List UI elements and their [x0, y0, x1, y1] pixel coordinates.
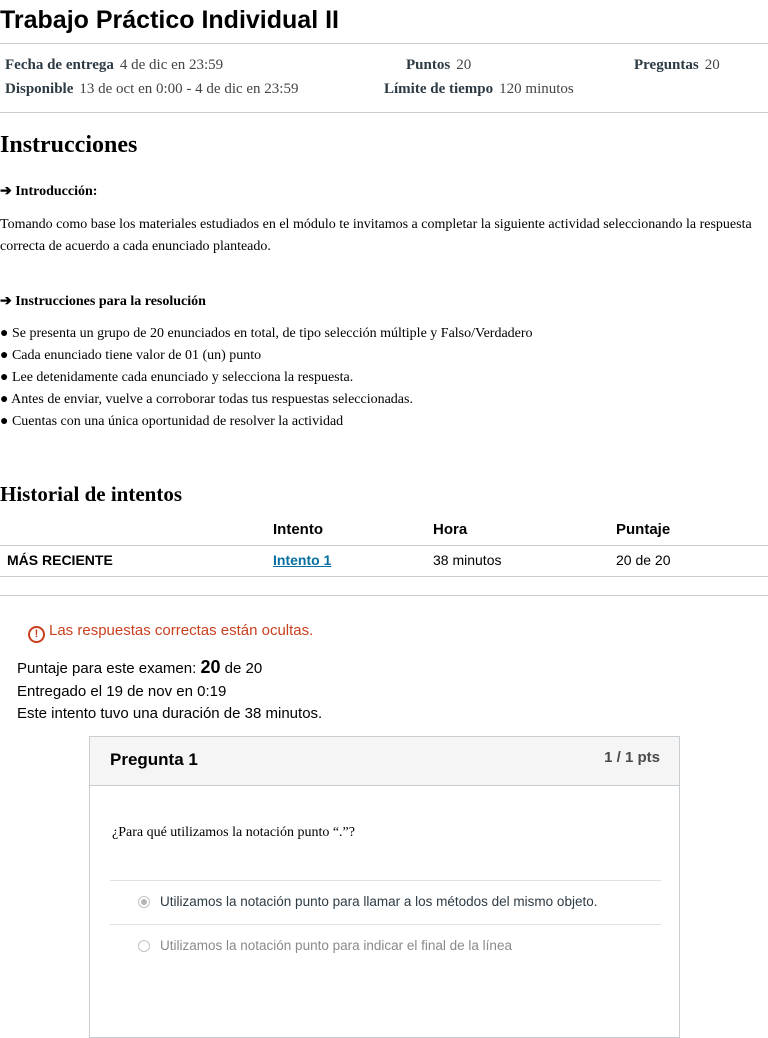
history-heading: Historial de intentos	[0, 482, 182, 506]
list-item: ● Cada enunciado tiene valor de 01 (un) punto	[0, 348, 262, 363]
questions-value: 20	[704, 57, 720, 73]
points	[406, 57, 471, 74]
availability-value: 13 de oct en 0:00 - 4 de dic en 23:59	[79, 81, 299, 97]
question-card	[89, 736, 680, 1038]
list-item: ● Antes de enviar, vuelve a corroborar todas tus respuestas seleccionadas.	[0, 392, 413, 407]
answer-text: Utilizamos la notación punto para indicar el final de la línea	[160, 938, 512, 953]
attempt-duration: Este intento tuvo una duración de 38 minutos.	[17, 705, 323, 722]
radio-unselected-icon[interactable]	[138, 940, 150, 952]
time-limit-value: 120 minutos	[499, 81, 574, 97]
list-item: ● Se presenta un grupo de 20 enunciados en total, de tipo selección múltiple y Falso/Verdadero	[0, 326, 533, 341]
time-limit	[384, 81, 574, 98]
exclamation-circle-icon: !	[28, 626, 45, 643]
question-header	[90, 737, 679, 786]
submitted-date: Entregado el 19 de nov en 0:19	[17, 683, 227, 700]
score-label: Puntaje para este examen:	[17, 660, 197, 677]
hidden-answers-alert	[28, 622, 313, 643]
question-text: ¿Para qué utilizamos la notación punto “.”?	[112, 825, 355, 840]
column-header-attempt: Intento	[273, 521, 323, 538]
due-date	[5, 57, 223, 74]
column-header-time: Hora	[433, 521, 468, 538]
points-value: 20	[456, 57, 472, 73]
instructions-heading: Instrucciones	[0, 132, 138, 158]
answer-text: Utilizamos la notación punto para llamar a los métodos del mismo objeto.	[160, 894, 598, 909]
questions-label: Preguntas	[634, 57, 699, 73]
attempt-time: 38 minutos	[433, 552, 502, 568]
table-header	[0, 517, 768, 546]
quiz-details	[0, 43, 768, 113]
attempt-score: 20 de 20	[616, 552, 671, 568]
points-label: Puntos	[406, 57, 451, 73]
attempt-1-link[interactable]: Intento 1	[273, 552, 332, 568]
divider	[0, 595, 768, 596]
due-date-value: 4 de dic en 23:59	[119, 57, 224, 73]
row-label: MÁS RECIENTE	[7, 552, 113, 568]
availability	[5, 81, 298, 98]
radio-selected-icon[interactable]	[138, 896, 150, 908]
resolution-heading: ➔ Instrucciones para la resolución	[0, 294, 206, 309]
score-summary	[17, 657, 262, 678]
score-value: 20	[200, 657, 221, 677]
instructions-list	[0, 323, 533, 433]
intro-heading: ➔ Introducción:	[0, 184, 98, 199]
availability-label: Disponible	[5, 81, 74, 97]
score-total: de 20	[224, 660, 263, 677]
answer-option[interactable]	[110, 924, 661, 968]
question-points: 1 / 1 pts	[604, 749, 660, 766]
answer-option[interactable]	[110, 880, 661, 924]
list-item: ● Cuentas con una única oportunidad de resolver la actividad	[0, 414, 344, 429]
column-header-score: Puntaje	[616, 521, 671, 538]
time-limit-label: Límite de tiempo	[384, 81, 494, 97]
due-date-label: Fecha de entrega	[5, 57, 114, 73]
page-title: Trabajo Práctico Individual II	[0, 6, 339, 34]
question-title: Pregunta 1	[110, 750, 198, 769]
alert-text: Las respuestas correctas están ocultas.	[49, 622, 314, 639]
intro-text: Tomando como base los materiales estudiados en el módulo te invitamos a completar la siguiente actividad seleccionando la respuesta correcta de acuerdo a cada enunciado planteado.	[0, 217, 752, 254]
list-item: ● Lee detenidamente cada enunciado y selecciona la respuesta.	[0, 370, 354, 385]
questions	[634, 57, 720, 74]
table-row	[0, 546, 768, 577]
